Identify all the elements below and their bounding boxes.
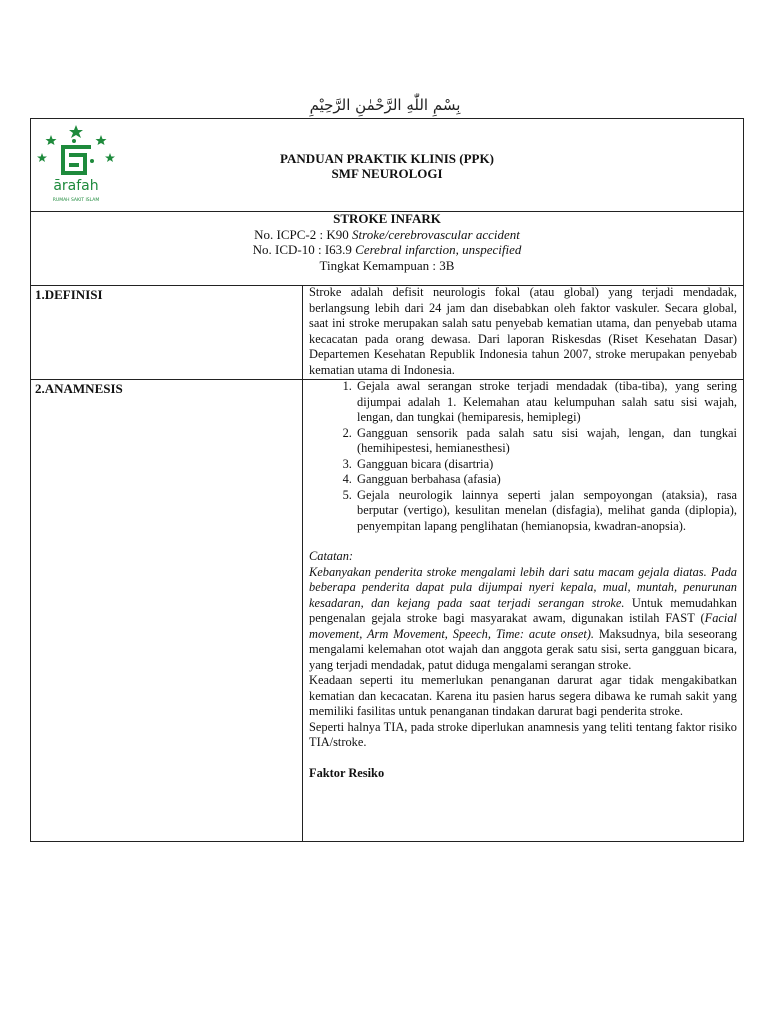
icd-desc: Cerebral infarction, unspecified [355, 242, 522, 257]
subject-title: STROKE INFARK [333, 211, 441, 226]
competency-level: Tingkat Kemampuan : 3B [319, 257, 455, 273]
tia-paragraph: Seperti halnya TIA, pada stroke diperlukan anamnesis yang teliti tentang faktor risiko TIA/stroke. [309, 719, 737, 749]
subject-block [31, 211, 743, 286]
definisi-label: 1.DEFINISI [31, 285, 303, 379]
list-item: 4. Gangguan berbahasa (afasia) [355, 472, 737, 488]
symptom-list [309, 379, 737, 534]
title-line-2: SMF NEUROLOGI [331, 166, 443, 181]
logo-wordmark: ārafah [53, 178, 99, 194]
document-header [31, 119, 743, 212]
icpc-code [31, 227, 743, 243]
fast-pre: Untuk memudahkan pengenalan gejala stroke bagi masyarakat awam, digunakan istilah FAST ( [309, 595, 737, 625]
keadaan-paragraph: Keadaan seperti itu memerlukan penanganan darurat agar tidak mengakibatkan kematian dan kecacatan. Karena itu pasien harus segera dibawa ke rumah sakit yang memiliki fasilitas untuk penanganan tindakan darurat bagi penderita stroke. [309, 673, 737, 718]
catatan-italic: Kebanyakan penderita stroke mengalami lebih dari satu macam gejala diatas. Pada beberapa penderita dapat pula dijumpai nyeri kepala, mual, muntah, penurunan kesadaran, dan kejang pada saat terjadi serangan stroke. [309, 564, 737, 610]
catatan-paragraph [309, 565, 737, 674]
list-item: 3. Gangguan bicara (disartria) [355, 457, 737, 473]
list-item: 2. Gangguan sensorik pada salah satu sisi wajah, lengan, dan tungkai (hemihipestesi, hemianesthesi) [355, 426, 737, 457]
list-item: 1. Gejala awal serangan stroke terjadi mendadak (tiba-tiba), yang sering dijumpai adalah 1. Kelemahan atau kelumpuhan salah satu sisi wajah, lengan, dan tungkai (hemiparesis, hemiplegi) [355, 379, 737, 426]
fast-post: Maksudnya, bila seseorang mengalami kelemahan otot wajah dan anggota gerak satu sisi, serta gangguan bicara, yang terjadi mendadak, patut diduga mengalami serangan stroke. [309, 626, 738, 672]
faktor-resiko-heading: Faktor Resiko [309, 765, 385, 780]
list-item: 5. Gejala neurologik lainnya seperti jalan sempoyongan (ataksia), rasa berputar (vertigo), kesulitan menelan (disfagia), melihat ganda (diplopia), penyempitan lapang penglihatan (hemianopsia, kwadran-anopsia). [355, 488, 737, 535]
anamnesis-label: 2.ANAMNESIS [31, 379, 303, 842]
icpc-desc: Stroke/cerebrovascular accident [352, 226, 520, 242]
logo-subtext: RUMAH SAKIT ISLAM [52, 198, 100, 203]
bismillah-text: بِسْمِ اللّٰهِ الرَّحْمٰنِ الرَّحِيْمِ [309, 96, 461, 114]
title-line-1: PANDUAN PRAKTIK KLINIS (PPK) [280, 151, 494, 166]
section-anamnesis [31, 379, 743, 842]
ppk-document [30, 118, 744, 842]
definisi-text: Stroke adalah defisit neurologis fokal (atau global) yang terjadi mendadak, berlangsung lebih dari 24 jam dan disebabkan oleh faktor vaskuler. Secara global, saat ini stroke merupakan salah satu penyebab kematian utama, dan penyebab utama kecacatan pada orang dewasa. Dari laporan Riskesdas (Riset Kesehatan Dasar) Departemen Kesehatan Republik Indonesia tahun 2007, stroke merupakan penyebab kematian utama di Indonesia. [309, 285, 737, 377]
bismillah-calligraphy [300, 86, 470, 120]
icpc-prefix: No. ICPC-2 : K90 [254, 226, 352, 242]
section-definisi [31, 285, 743, 380]
document-title [31, 151, 743, 181]
anamnesis-content [303, 379, 743, 781]
catatan-label: Catatan: [309, 549, 354, 563]
fast-italic: Facial movement, Arm Movement, Speech, Time: acute onset). [309, 611, 737, 641]
icd-code [31, 242, 743, 258]
icd-prefix: No. ICD-10 : I63.9 [252, 242, 356, 257]
